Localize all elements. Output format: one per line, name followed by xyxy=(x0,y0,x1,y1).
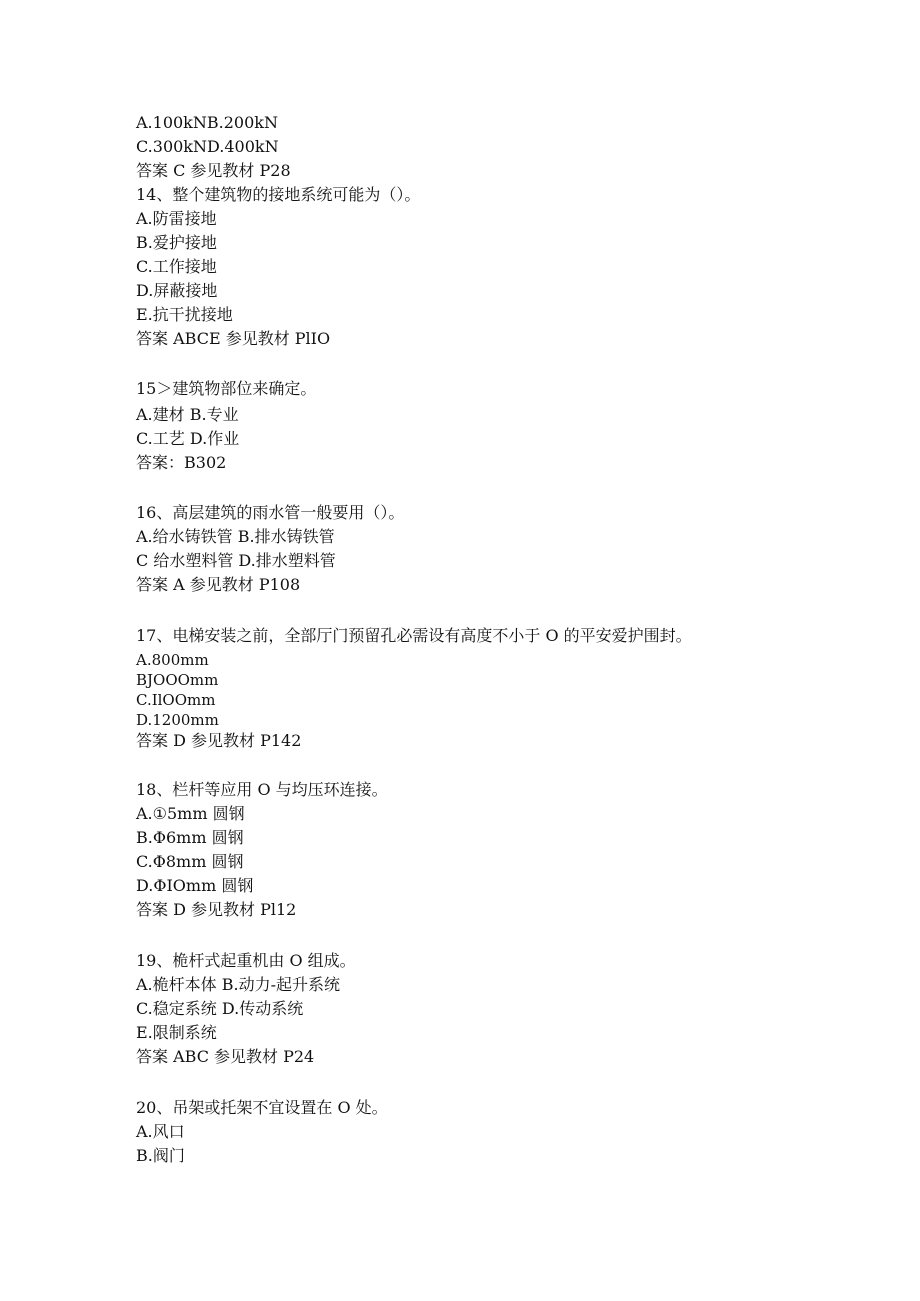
option-line: C.稳定系统 D.传动系统 xyxy=(136,999,304,1018)
option-line: C.工作接地 xyxy=(136,257,217,276)
question-16: 16、高层建筑的雨水管一般要用（）。 xyxy=(136,503,405,522)
option-line: B.阀门 xyxy=(136,1146,185,1165)
answer-line: 答案 ABCE 参见教材 PlIO xyxy=(136,329,331,348)
option-line: A.①5mm 圆钢 xyxy=(136,804,245,823)
answer-line: 答案 D 参见教材 P142 xyxy=(136,731,302,750)
answer-line: 答案 D 参见教材 Pl12 xyxy=(136,900,297,919)
option-line: C.300kND.400kN xyxy=(136,137,279,156)
answer-line: 答案 ABC 参见教材 P24 xyxy=(136,1047,315,1066)
answer-line: 答案：B302 xyxy=(136,453,227,472)
question-19: 19、桅杆式起重机由 O 组成。 xyxy=(136,951,356,970)
question-14: 14、整个建筑物的接地系统可能为（）。 xyxy=(136,185,421,204)
option-line: D.屏蔽接地 xyxy=(136,281,218,300)
question-17: 17、电梯安装之前，全部厅门预留孔必需设有高度不小于 O 的平安爱护围封。 xyxy=(136,626,692,645)
question-20: 20、吊架或托架不宜设置在 O 处。 xyxy=(136,1098,388,1117)
option-line: D.1200mm xyxy=(136,711,219,729)
option-line: A.800mm xyxy=(136,651,209,669)
option-line: C.工艺 D.作业 xyxy=(136,429,240,448)
option-line: A.防雷接地 xyxy=(136,209,217,228)
question-15: 15＞建筑物部位来确定。 xyxy=(136,379,317,398)
option-line: A.桅杆本体 B.动力-起升系统 xyxy=(136,975,340,994)
option-line: E.抗干扰接地 xyxy=(136,305,233,324)
answer-line: 答案 A 参见教材 P108 xyxy=(136,575,301,594)
option-line: B.Φ6mm 圆钢 xyxy=(136,828,244,847)
option-line: B.爱护接地 xyxy=(136,233,217,252)
option-line: C 给水塑料管 D.排水塑料管 xyxy=(136,551,336,570)
answer-line: 答案 C 参见教材 P28 xyxy=(136,161,291,180)
question-18: 18、栏杆等应用 O 与均压环连接。 xyxy=(136,780,388,799)
option-line: A.风口 xyxy=(136,1122,185,1141)
option-line: A.100kNB.200kN xyxy=(136,113,278,132)
option-line: C.Φ8mm 圆钢 xyxy=(136,852,244,871)
option-line: A.建材 B.专业 xyxy=(136,405,239,424)
option-line: D.ΦIOmm 圆钢 xyxy=(136,876,254,895)
option-line: C.IlOOmm xyxy=(136,691,216,709)
option-line: BJOOOmm xyxy=(136,671,219,689)
option-line: A.给水铸铁管 B.排水铸铁管 xyxy=(136,527,335,546)
option-line: E.限制系统 xyxy=(136,1023,217,1042)
